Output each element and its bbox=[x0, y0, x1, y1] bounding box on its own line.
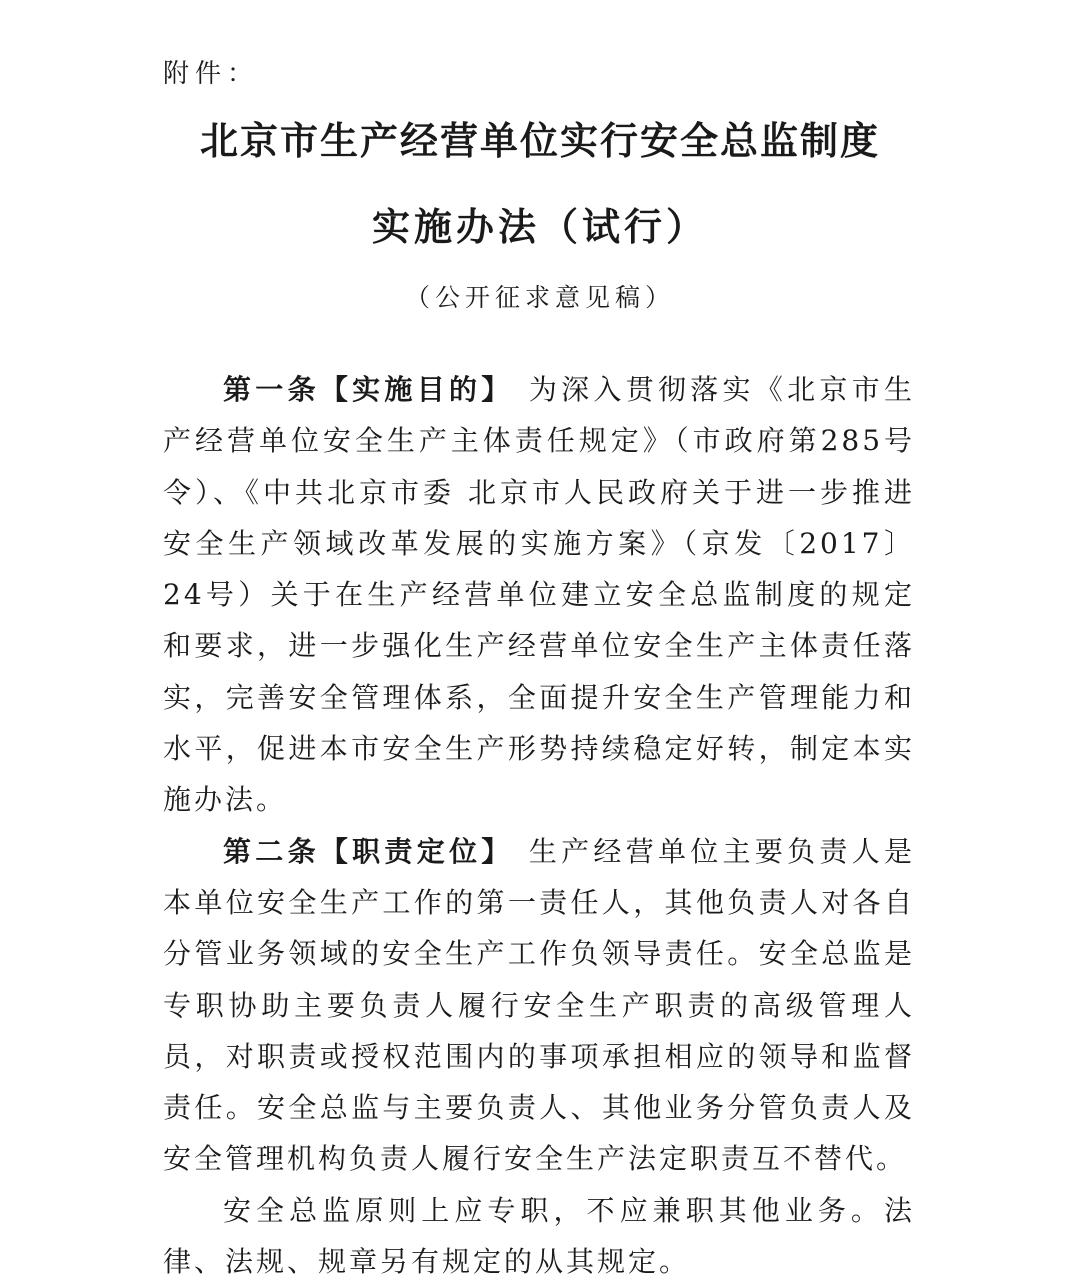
article-2-heading: 第二条【职责定位】 bbox=[223, 834, 514, 868]
document-title-line-1: 北京市生产经营单位实行安全总监制度 bbox=[199, 119, 880, 163]
document-body bbox=[163, 364, 915, 1287]
document-title-line-2: 实施办法（试行） bbox=[371, 205, 708, 249]
paragraph-3: 安全总监原则上应专职，不应兼职其他业务。法律、法规、规章另有规定的从其规定。 bbox=[163, 1193, 915, 1279]
article-1 bbox=[163, 364, 915, 826]
article-2 bbox=[163, 826, 915, 1185]
article-1-heading: 第一条【实施目的】 bbox=[223, 373, 514, 406]
attachment-label: 附件： bbox=[163, 59, 260, 89]
article-1-text: 为深入贯彻落实《北京市生产经营单位安全生产主体责任规定》（市政府第285号令）、《中共北京市委 北京市人民政府关于进一步推进安全生产领域改革发展的实施方案》（京发〔2017〕24号）关于在生产经营单位建立安全总监制度的规定和要求，进一步强化生产经营单位安全生产主体责任落实，完善安全管理体系，全面提升安全生产管理能力和水平，促进本市安全生产形势持续稳定好转，制定本实施办法。 bbox=[163, 373, 915, 817]
article-2-text: 生产经营单位主要负责人是本单位安全生产工作的第一责任人，其他负责人对各自分管业务领域的安全生产工作负领导责任。安全总监是专职协助主要负责人履行安全生产职责的高级管理人员，对职责或授权范围内的事项承担相应的领导和监督责任。安全总监与主要负责人、其他业务分管负责人及安全管理机构负责人履行安全生产法定职责互不替代。 bbox=[163, 834, 915, 1176]
document-subtitle: （公开征求意见稿） bbox=[404, 283, 675, 312]
